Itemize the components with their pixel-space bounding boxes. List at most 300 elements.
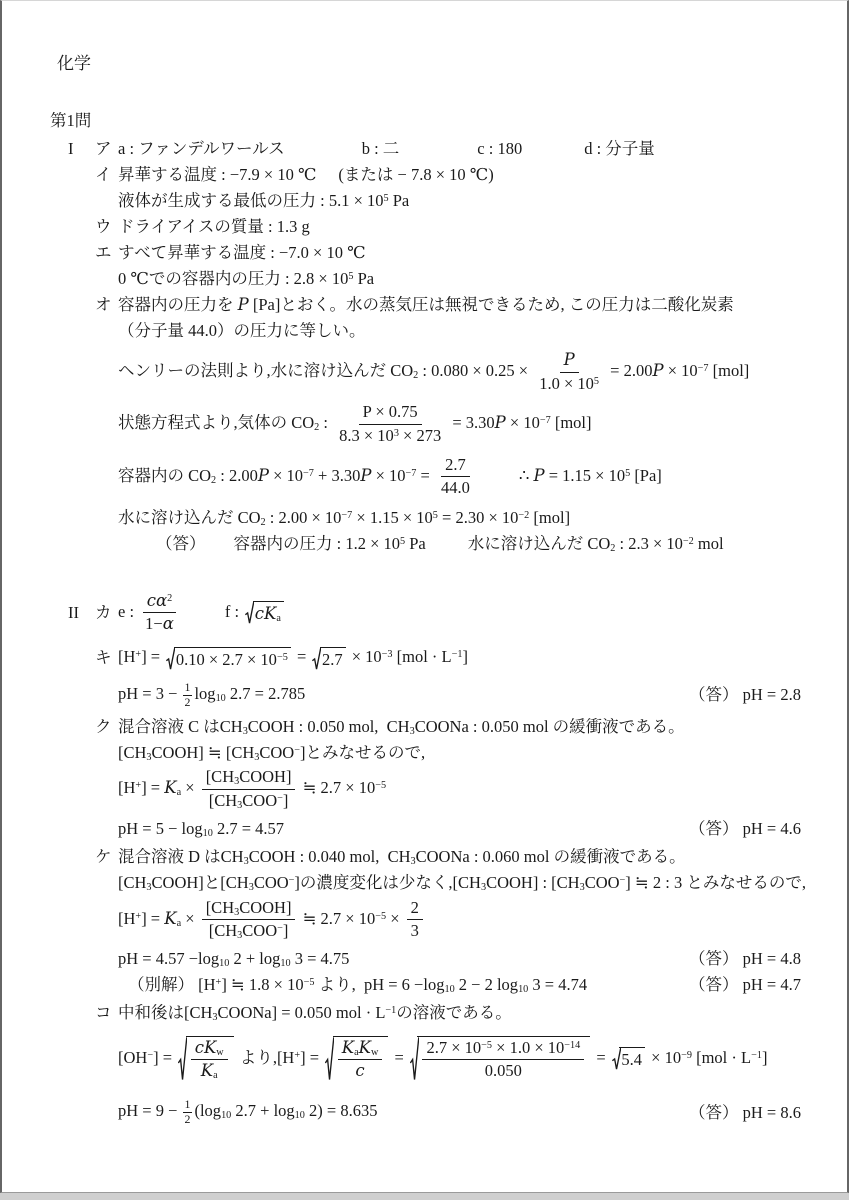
denominator (205, 920, 293, 942)
text-run: ] (282, 921, 289, 941)
denominator (437, 477, 474, 499)
fraction (202, 767, 296, 811)
text-run: −7 (539, 415, 551, 427)
superscript (481, 1040, 492, 1051)
line-content (118, 1036, 767, 1082)
line-content (118, 242, 366, 263)
text-run: a (213, 1070, 218, 1082)
text-run: 3 (237, 799, 243, 811)
square-root (410, 1036, 590, 1082)
line-answer (681, 684, 801, 705)
text-run: 0.050 (484, 1061, 522, 1081)
radicand (174, 647, 291, 670)
variable: K (164, 778, 177, 798)
roman-label: II (68, 603, 79, 623)
doc-line (50, 402, 801, 446)
superscript (594, 376, 599, 387)
variable: c (355, 1061, 365, 1081)
subscript (216, 1047, 223, 1058)
variable: P (257, 465, 269, 485)
numerator (359, 402, 422, 425)
text-run: 5 (383, 193, 389, 205)
text-run: 10 (215, 692, 226, 704)
text-run: COO (242, 921, 278, 941)
text-run: P × 0.75 (362, 402, 418, 422)
variable: K (341, 1037, 355, 1057)
text-run: 5 (625, 467, 631, 479)
text-run: + (135, 910, 142, 922)
doc-line (50, 972, 801, 998)
text-run: e : (118, 601, 139, 621)
variable: c (194, 1037, 204, 1057)
superscript (518, 510, 529, 521)
line-answer (681, 974, 801, 995)
text-run: w (216, 1046, 224, 1058)
text-run: 0.10 × 2.7 × 10 (175, 649, 277, 669)
text-run: : 2.00 × 10 (265, 508, 342, 528)
text-run: a : ファンデルワールス (118, 139, 285, 159)
text-run: ≒ 2.7 × 10 (298, 778, 376, 798)
text-run: 10 (221, 1110, 232, 1122)
text-run: −3 (381, 649, 393, 661)
line-content (118, 216, 310, 237)
text-run: − (277, 793, 283, 805)
text-run: （答） (156, 534, 206, 554)
fraction (437, 455, 474, 499)
numerator (143, 591, 177, 614)
superscript (385, 1005, 396, 1016)
text-run: （答） pH = 4.6 (689, 818, 801, 838)
text-run: 混合溶液 C はCH (118, 716, 243, 736)
text-run: −5 (481, 1039, 493, 1051)
superscript (167, 593, 172, 604)
superscript (564, 1040, 580, 1051)
text-run: [Pa]とおく。水の蒸気圧は無視できるため, この圧力は二酸化炭素 (248, 295, 734, 315)
line-content (118, 320, 366, 341)
text-run: = 2.00 (606, 360, 653, 380)
text-run: 昇華する温度 : −7.9 × 10 ℃ (118, 165, 317, 185)
text-run: 1 (184, 680, 191, 694)
text-run: ] (462, 647, 468, 667)
text-run: 2.7 = 4.57 (212, 818, 285, 838)
text-run: ] = (141, 908, 165, 928)
text-run: × 10 (347, 647, 382, 667)
denominator (205, 790, 293, 812)
text-run: × 1.0 × 10 (492, 1037, 565, 1057)
text-run: = (390, 1047, 408, 1067)
text-run: 2 − 2 log (454, 975, 519, 995)
line-content (118, 268, 374, 289)
text-run: 2.7 + log (231, 1101, 295, 1120)
text-run: × (386, 908, 404, 928)
text-run: −7 (405, 467, 417, 479)
text-run: −2 (682, 536, 694, 548)
text-run: [mol · L (691, 1047, 752, 1067)
text-run: COONa] = 0.050 mol · L (217, 1003, 386, 1023)
numerator (183, 1098, 193, 1113)
text-run: ≒ 2.7 × 10 (298, 908, 376, 928)
doc-line (50, 240, 801, 266)
text-run: の溶液である。 (396, 1003, 512, 1023)
denominator (535, 373, 603, 395)
variable: P (652, 360, 664, 380)
text-run: 3 (234, 776, 240, 788)
text-run: × 10 (663, 360, 698, 380)
kana-label: ア (95, 139, 112, 159)
document-body (50, 108, 806, 1126)
text-run: Pa (388, 191, 410, 211)
superscript (452, 649, 463, 660)
kana-label: オ (95, 295, 112, 315)
text-run: 3 (146, 881, 152, 893)
text-run: 3 (243, 855, 249, 867)
line-content (118, 681, 305, 709)
text-run: −2 (518, 510, 530, 522)
text-run: [mol · L (392, 647, 452, 667)
text-run: = 3.30 (448, 413, 495, 433)
text-run: COOH] (239, 897, 292, 917)
radicand (186, 1036, 234, 1082)
variable: c (254, 604, 265, 624)
text-run: [Pa] (630, 465, 662, 485)
text-run: × 1.15 × 10 (352, 508, 433, 528)
text-run: ] ≒ 2 : 3 とみなせるので, (625, 872, 806, 892)
text-run: = 2.30 × 10 (437, 508, 519, 528)
text-run: −5 (276, 651, 288, 663)
text-run: ヘンリーの法則より,水に溶け込んだ CO (118, 360, 414, 380)
radicand (417, 1036, 590, 1082)
denominator (335, 425, 445, 447)
text-run: pH = 9 − (118, 1101, 182, 1120)
text-run: 0 ℃での容器内の圧力 : 2.8 × 10 (118, 269, 349, 289)
text-run: 2 + log (229, 949, 281, 969)
text-run: 5 (432, 510, 438, 522)
line-content (118, 138, 655, 159)
superscript (406, 468, 417, 479)
text-run: −14 (564, 1039, 581, 1051)
line-content (118, 742, 425, 763)
text-run: 10 (294, 1110, 305, 1122)
text-run: COONa : 0.050 mol の緩衝液である。 (414, 716, 685, 736)
text-run: 容器内の圧力を (118, 295, 238, 315)
text-run: 2 (260, 517, 266, 529)
fraction (335, 402, 445, 446)
text-run: （答） pH = 4.7 (689, 975, 801, 995)
text-run: −1 (451, 649, 463, 661)
text-run: + 3.30 (313, 465, 361, 485)
text-run: 2 (184, 1111, 191, 1126)
text-run: より, pH = 6 −log (314, 975, 445, 995)
line-content (118, 818, 284, 839)
kana-label: カ (95, 603, 112, 623)
text-run: 5.4 (621, 1050, 643, 1070)
line-content (118, 846, 686, 867)
numerator (191, 1038, 228, 1061)
denominator (481, 1060, 526, 1082)
text-run: （答） pH = 2.8 (689, 685, 801, 705)
text-run: ] ≒ 1.8 × 10 (221, 975, 304, 995)
text-run: 44.0 (440, 478, 470, 498)
numerator (422, 1038, 584, 1061)
text-run: pH = 3 − (118, 683, 182, 703)
text-run: 2 (211, 474, 217, 486)
variable: α (162, 614, 174, 634)
doc-line (50, 681, 801, 709)
text-run: [CH (118, 742, 147, 762)
kana-label: イ (95, 165, 112, 185)
text-run: ドライアイスの質量 : 1.3 g (118, 217, 310, 237)
text-run: −7 (341, 510, 353, 522)
radicand (320, 647, 346, 670)
text-run: [mol] (708, 360, 750, 380)
subscript (276, 613, 281, 624)
doc-line (50, 870, 806, 896)
line-content (118, 533, 724, 554)
page-title: 化学 (57, 54, 91, 73)
text-run: すべて昇華する温度 : −7.0 × 10 ℃ (118, 243, 366, 263)
text-run: − (147, 1049, 154, 1061)
text-run: −5 (303, 977, 315, 989)
variable: K (203, 1037, 217, 1057)
text-run: COOH]と[CH (151, 872, 249, 892)
text-run: 10 (444, 984, 455, 996)
variable: P (494, 413, 506, 433)
roman-label: I (68, 139, 74, 159)
text-run: ] = (141, 778, 165, 798)
text-run: a (176, 787, 182, 799)
line-content (118, 402, 592, 446)
doc-line (50, 188, 801, 214)
text-run: ] = (300, 1047, 324, 1067)
text-run: 状態方程式より,気体の CO (118, 413, 315, 433)
text-run: 2.7 (321, 649, 343, 669)
superscript (683, 536, 694, 547)
text-run: + (135, 780, 142, 792)
fraction (183, 1098, 193, 1126)
text-run: mol (693, 534, 724, 554)
text-run: : 2.00 (216, 465, 258, 485)
text-run: −5 (375, 780, 387, 792)
doc-line (50, 844, 801, 870)
subscript (295, 1110, 305, 1121)
fraction (407, 898, 423, 942)
denominator (197, 1060, 222, 1082)
text-run: （分子量 44.0）の圧力に等しい。 (118, 321, 366, 341)
square-root (325, 1036, 388, 1082)
text-run: ∴ (518, 465, 534, 485)
text-run: [H (118, 908, 136, 928)
denominator (351, 1060, 368, 1082)
text-run: COO (584, 872, 620, 892)
numerator (202, 767, 296, 790)
superscript (751, 1050, 762, 1061)
text-run: 8.3 × 10 (339, 425, 394, 445)
text-run: 3 (146, 751, 152, 763)
text-run: 3 (212, 1012, 218, 1024)
text-run: a (354, 1046, 359, 1058)
text-run: 3 (410, 921, 419, 941)
text-run: 容器内の圧力 : 1.2 × 10 (233, 534, 401, 554)
text-run: 1 (184, 1097, 191, 1112)
line-content (118, 294, 734, 315)
text-run: [CH (208, 921, 238, 941)
text-run: 容器内の CO (118, 465, 212, 485)
doc-line (50, 816, 801, 842)
fraction (191, 1038, 228, 1082)
text-run: 1− (145, 614, 163, 634)
text-run: + (294, 1049, 301, 1061)
text-run: −9 (681, 1049, 692, 1061)
superscript (277, 652, 288, 663)
text-run: 3 (242, 725, 248, 737)
text-run: f : (224, 601, 244, 621)
text-run: −1 (385, 1005, 397, 1017)
text-run: + (135, 649, 142, 661)
text-run: [OH (118, 1047, 148, 1067)
subscript (213, 1070, 218, 1081)
numerator (441, 455, 470, 478)
subscript (216, 693, 226, 704)
line-content (50, 110, 91, 131)
doc-line (50, 136, 801, 162)
text-run: × 10 (505, 413, 540, 433)
line-content (118, 1002, 512, 1023)
line-answer (681, 818, 801, 839)
text-run: − (277, 923, 283, 935)
superscript (540, 415, 551, 426)
text-run: 10 (280, 958, 291, 970)
subscript (518, 984, 528, 995)
text-run: [CH (118, 872, 147, 892)
text-run: 2 (184, 694, 191, 709)
text-run: 混合溶液 D はCH (118, 846, 244, 866)
superscript (698, 363, 709, 374)
variable: K (164, 908, 177, 928)
text-run: [CH (208, 790, 238, 810)
fraction (422, 1038, 584, 1082)
doc-line (50, 266, 801, 292)
doc-line (50, 162, 801, 188)
text-run: 5 (400, 536, 406, 548)
text-run: ] (282, 790, 289, 810)
kana-label: エ (95, 243, 112, 263)
text-run: 2) = 8.635 (304, 1101, 378, 1120)
denominator (183, 696, 193, 710)
text-run: ]の濃度変化は少なく,[CH (294, 872, 481, 892)
line-content (118, 164, 494, 185)
kana-label: キ (95, 648, 112, 668)
doc-line (50, 1098, 801, 1126)
doc-line (50, 739, 801, 765)
text-run: [mol] (550, 413, 592, 433)
text-run: c : 180 (477, 139, 523, 159)
text-run: a (176, 917, 182, 929)
text-run: − (288, 874, 295, 886)
text-run: より,[H (235, 1047, 295, 1067)
text-run: 2 (167, 592, 173, 604)
superscript (304, 977, 315, 988)
text-run: 10 (202, 827, 213, 839)
text-run: 10 (219, 958, 230, 970)
text-run: 5 (348, 271, 354, 283)
text-run: ] = (153, 1047, 177, 1067)
text-run: ] (761, 1047, 768, 1067)
text-run: 3 (248, 881, 254, 893)
radicand (333, 1036, 389, 1082)
doc-line (50, 292, 801, 318)
square-root (245, 601, 284, 624)
numerator (407, 898, 423, 921)
kana-label: コ (95, 1003, 112, 1023)
superscript (341, 510, 352, 521)
text-run: 3 (393, 427, 399, 439)
text-run: = 1.15 × 10 (544, 465, 626, 485)
text-run: COO (253, 872, 289, 892)
superscript (375, 780, 386, 791)
text-run: w (370, 1046, 379, 1058)
text-run: [CH (205, 897, 235, 917)
denominator (407, 920, 423, 942)
text-run: COOH : 0.050 mol, CH (247, 716, 410, 736)
text-run: COOH] ≒ [CH (151, 742, 255, 762)
text-run: （答） pH = 4.8 (689, 949, 801, 969)
text-run: −1 (751, 1049, 762, 1061)
superscript (375, 911, 386, 922)
text-run: [CH (205, 767, 235, 787)
line-content (118, 591, 286, 635)
line-answer (681, 948, 801, 969)
text-run: COONa : 0.060 mol の緩衝液である。 (415, 846, 686, 866)
fraction (183, 681, 193, 709)
text-run: −7 (697, 363, 709, 374)
doc-line (50, 531, 801, 557)
text-run: 5 (593, 375, 600, 387)
text-run: (または − 7.8 × 10 ℃) (338, 165, 494, 185)
text-run: : 0.080 × 0.25 × (418, 360, 533, 380)
text-run: 2.7 = 2.785 (225, 683, 306, 703)
line-content (118, 190, 409, 211)
text-run: （別解） [H (128, 975, 216, 995)
variable: P (533, 465, 545, 485)
text-run: = (592, 1047, 610, 1067)
text-run: 2.7 × 10 (426, 1037, 482, 1057)
denominator (183, 1113, 193, 1127)
radicand (253, 601, 284, 624)
text-run: pH = 4.57 −log (118, 949, 220, 969)
text-run: [mol] (529, 508, 571, 528)
variable: P (237, 295, 249, 315)
subscript (280, 958, 290, 969)
text-run: log (194, 683, 216, 703)
text-run: 2 (610, 543, 616, 555)
text-run: Pa (405, 534, 426, 554)
doc-line (50, 1000, 801, 1026)
line-content (118, 1098, 377, 1126)
variable: K (264, 604, 277, 624)
text-run: 3 (410, 855, 416, 867)
variable: K (358, 1037, 371, 1057)
doc-line (50, 713, 801, 739)
line-content (118, 974, 587, 995)
text-run: × (181, 908, 199, 928)
radicand (619, 1047, 645, 1070)
text-run: −5 (375, 910, 387, 922)
line-content (118, 898, 426, 942)
text-run: 3 (480, 881, 487, 893)
text-run: b : 二 (361, 139, 400, 159)
text-run: [H (118, 778, 136, 798)
text-run: 3 (579, 881, 585, 893)
